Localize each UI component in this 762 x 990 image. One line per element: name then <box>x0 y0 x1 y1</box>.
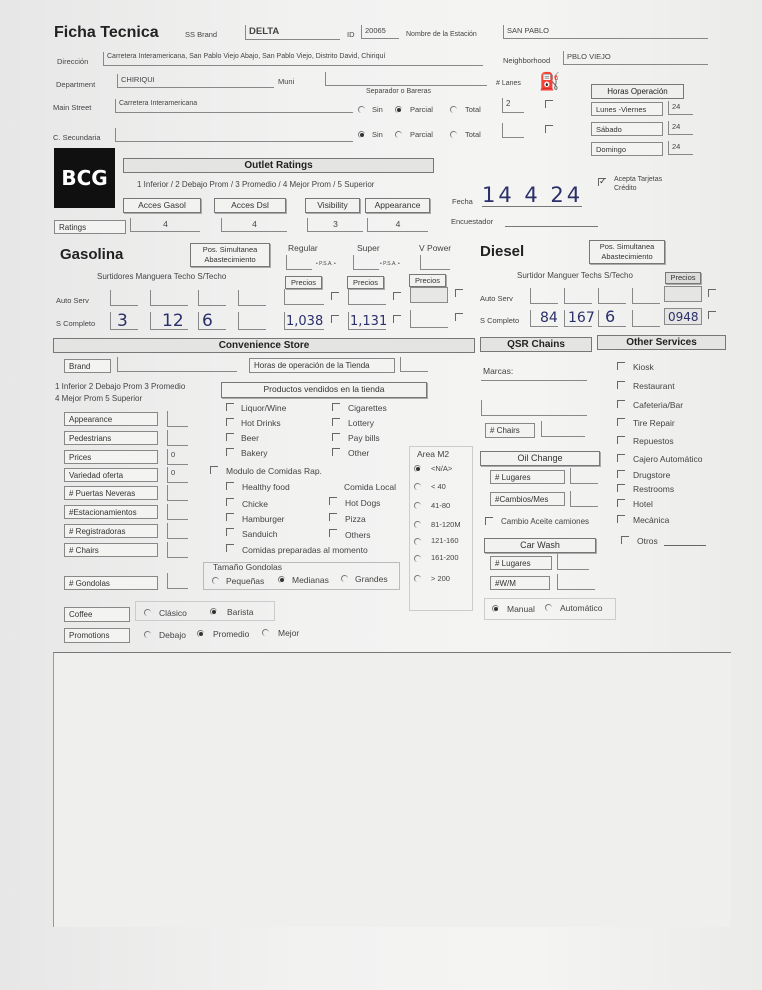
svc-hotel-checkbox[interactable] <box>617 499 625 507</box>
qsr-chairs-field[interactable] <box>541 421 585 437</box>
area-121-160-radio[interactable] <box>414 538 421 545</box>
gas-auto-regular-checkbox[interactable] <box>331 292 339 300</box>
rating-label-4: # Puertas Neveras <box>64 486 158 500</box>
lanes-checkbox-2[interactable] <box>545 125 553 133</box>
fecha-handwritten[interactable]: 14 4 24 <box>482 183 584 207</box>
direccion-label: Dirección <box>57 57 89 66</box>
tarjetas-label: Acepta Tarjetas Crédito <box>614 176 663 192</box>
sep2-total-label: Total <box>465 130 481 139</box>
sep2-total-radio[interactable] <box>450 131 457 138</box>
acces-gasol-value[interactable]: 4 <box>130 218 200 232</box>
comida-local-label: Comida Local <box>344 482 396 492</box>
fecha-label: Fecha <box>452 197 473 206</box>
visibility-value[interactable]: 3 <box>307 218 363 232</box>
diesel-pos-simultanea-button[interactable]: Pos. Simultanea Abastecimiento <box>589 240 665 264</box>
diesel-auto-price[interactable] <box>664 286 702 302</box>
diesel-auto-surtidor[interactable] <box>530 288 558 304</box>
food-chicke-checkbox[interactable] <box>226 498 234 506</box>
regular-precios-button[interactable]: Precios <box>285 276 322 289</box>
ratings-label: Ratings <box>54 220 126 234</box>
product-pay-bills-label: Pay bills <box>348 433 380 443</box>
outlet-rating-scale: 1 Inferior / 2 Debajo Prom / 3 Promedio / 4 Mejor Prom / 5 Superior <box>137 180 375 189</box>
muni-label: Muni <box>278 77 295 86</box>
tamano-medianas-radio[interactable] <box>278 576 285 583</box>
gondolas-field[interactable] <box>167 573 188 589</box>
tamano-grandes-radio[interactable] <box>341 575 348 582</box>
area-gt200-label: > 200 <box>431 574 450 583</box>
qsr-chains-title: QSR Chains <box>480 337 592 352</box>
svc-kiosk-checkbox[interactable] <box>617 362 625 370</box>
rating-value-2[interactable]: 0 <box>167 449 188 465</box>
coffee-barista-radio[interactable] <box>210 608 217 615</box>
svc-mecanica-label: Mecánica <box>633 515 670 525</box>
vpower-pos-field[interactable] <box>420 255 450 270</box>
diesel-auto-stecho[interactable] <box>632 288 660 304</box>
sunday-label: Domingo <box>591 142 663 156</box>
area-lt40-radio[interactable] <box>414 483 421 490</box>
svc-tire-repair-checkbox[interactable] <box>617 418 625 426</box>
appearance-value[interactable]: 4 <box>367 218 428 232</box>
svc-restrooms-label: Restrooms <box>633 484 675 494</box>
weekdays-field[interactable]: 24 <box>668 101 693 115</box>
area-na-radio[interactable] <box>414 465 421 472</box>
svc-tire-repair-label: Tire Repair <box>633 418 675 428</box>
secundaria-field[interactable] <box>115 128 353 142</box>
diesel-auto-checkbox[interactable] <box>708 289 716 297</box>
product-cigarettes-checkbox[interactable] <box>332 403 340 411</box>
food-chicke-label: Chicke <box>242 499 268 509</box>
product-bakery-label: Bakery <box>241 448 268 458</box>
gas-surtidores-header: Surtidores Manguera Techo S/Techo <box>97 272 227 281</box>
vpower-label: V Power <box>419 243 452 253</box>
tamano-medianas-label: Medianas <box>292 575 329 585</box>
coffee-clasico-radio[interactable] <box>144 609 151 616</box>
promotions-label: Promotions <box>64 628 130 643</box>
store-scale-line1: 1 Inferior 2 Debajo Prom 3 Promedio <box>55 382 186 391</box>
store-brand-label: Brand <box>64 359 111 373</box>
food-others-label: Others <box>345 530 371 540</box>
svc-restaurant-label: Restaurant <box>633 381 675 391</box>
food-pizza-label: Pizza <box>345 514 366 524</box>
sep1-total-radio[interactable] <box>450 106 457 113</box>
department-label: Department <box>56 80 96 89</box>
wash-automatico-radio[interactable] <box>545 604 552 611</box>
coffee-barista-label: Barista <box>227 607 254 617</box>
rating-value-5[interactable] <box>167 504 188 520</box>
food-sanduich-checkbox[interactable] <box>226 528 234 536</box>
gasolina-title: Gasolina <box>60 246 124 263</box>
sep2-parcial-label: Parcial <box>410 130 433 139</box>
super-precios-button[interactable]: Precios <box>347 276 384 289</box>
product-beer-checkbox[interactable] <box>226 433 234 441</box>
gas-auto-vpower-price[interactable] <box>410 287 448 303</box>
rating-value-0[interactable] <box>167 411 188 427</box>
oil-change-button[interactable]: Oil Change <box>480 451 600 466</box>
store-hours-field[interactable] <box>400 357 428 372</box>
super-label: Super <box>357 243 380 253</box>
rating-value-7[interactable] <box>167 542 188 558</box>
svc-cafeteria-label: Cafeteria/Bar <box>633 400 684 410</box>
comidas-preparadas-checkbox[interactable] <box>226 544 234 552</box>
notes-area[interactable] <box>53 652 731 927</box>
fuel-pump-icon: ⛽ <box>539 72 561 91</box>
gas-auto-super-checkbox[interactable] <box>393 292 401 300</box>
regular-label: Regular <box>288 243 318 253</box>
product-hot-drinks-label: Hot Drinks <box>241 418 281 428</box>
id-field[interactable]: 20065 <box>361 25 399 39</box>
direccion-field[interactable]: Carretera Interamericana, San Pablo Viejo Abajo, San Pablo Viejo, Distrito David, Chiriquí <box>103 52 483 66</box>
rating-label-6: # Registradoras <box>64 524 158 538</box>
comidas-preparadas-label: Comidas preparadas al momento <box>242 545 368 555</box>
secundaria-label: C. Secundaria <box>53 133 101 142</box>
tamano-grandes-label: Grandes <box>355 574 388 584</box>
comidas-rap-checkbox[interactable] <box>210 466 218 474</box>
diesel-sc-techs-value: 6 <box>605 307 616 326</box>
food-others-checkbox[interactable] <box>329 529 337 537</box>
brand-field[interactable]: DELTA <box>245 25 340 40</box>
svc-kiosk-label: Kiosk <box>633 362 654 372</box>
encuestador-field[interactable] <box>505 226 598 227</box>
wm-label: #W/M <box>490 576 550 590</box>
food-healthy-checkbox[interactable] <box>226 482 234 490</box>
product-hot-drinks-checkbox[interactable] <box>226 418 234 426</box>
product-other-label: Other <box>348 448 370 458</box>
gas-sc-regular-price-value: 1,038 <box>286 314 324 329</box>
wm-field[interactable] <box>557 574 595 590</box>
car-wash-button[interactable]: Car Wash <box>484 538 596 553</box>
store-hours-label: Horas de operación de la Tienda <box>249 358 395 373</box>
food-healthy-label: Healthy food <box>242 482 290 492</box>
convenience-store-title: Convenience Store <box>53 338 475 353</box>
diesel-s-completo-label: S Completo <box>480 316 520 325</box>
svc-otros-field[interactable] <box>664 545 706 546</box>
svc-drugstore-label: Drugstore <box>633 470 671 480</box>
saturday-field[interactable]: 24 <box>668 121 693 135</box>
food-sanduich-label: Sanduich <box>242 529 278 539</box>
diesel-auto-serv-label: Auto Serv <box>480 294 513 303</box>
rating-label-3: Variedad oferta <box>64 468 158 482</box>
promo-promedio-radio[interactable] <box>197 630 204 637</box>
vpower-precios-button[interactable]: Precios <box>409 274 446 287</box>
gas-sc-regular-checkbox[interactable] <box>331 315 339 323</box>
rating-value-4[interactable] <box>167 485 188 501</box>
gas-sc-super-checkbox[interactable] <box>393 315 401 323</box>
outlet-ratings-title: Outlet Ratings <box>123 158 434 173</box>
gas-auto-stecho[interactable] <box>238 290 266 306</box>
gas-auto-manguera[interactable] <box>150 290 188 306</box>
svc-mecanica-checkbox[interactable] <box>617 515 625 523</box>
lanes-field-1[interactable]: 2 <box>502 98 524 113</box>
gas-sc-vpower-price[interactable] <box>410 310 448 328</box>
car-wash-lugares-label: # Lugares <box>490 556 552 570</box>
area-121-160-label: 121-160 <box>431 536 459 545</box>
acces-gasol-button[interactable]: Acces Gasol <box>123 198 201 213</box>
tamano-pequenas-label: Pequeñas <box>226 576 265 586</box>
id-label: ID <box>347 30 355 39</box>
neighborhood-label: Neighborhood <box>503 56 551 65</box>
rating-label-5: #Estacionamientos <box>64 505 158 519</box>
rating-label-7: # Chairs <box>64 543 158 557</box>
cambios-mes-label: #Cambios/Mes <box>490 492 565 506</box>
tamano-label: Tamaño Gondolas <box>213 562 282 572</box>
food-hot-dogs-checkbox[interactable] <box>329 497 337 505</box>
area-lt40-label: < 40 <box>431 482 446 491</box>
tarjetas-checkbox[interactable] <box>598 178 606 186</box>
area-81-120-radio[interactable] <box>414 521 421 528</box>
cambio-aceite-label: Cambio Aceite camiones <box>501 517 590 526</box>
product-lottery-label: Lottery <box>348 418 374 428</box>
rating-label-1: Pedestrians <box>64 431 158 445</box>
qsr-chairs-label: # Chairs <box>485 423 535 438</box>
area-label: Area M2 <box>417 449 450 459</box>
department-field[interactable]: CHIRIQUI <box>117 74 274 88</box>
area-41-80-radio[interactable] <box>414 502 421 509</box>
diesel-surtidores-header: Surtidor Manguer Techs S/Techo <box>517 271 633 280</box>
diesel-auto-techs[interactable] <box>598 288 626 304</box>
gas-sc-surtidores-value: 3 <box>117 311 128 331</box>
sep2-parcial-radio[interactable] <box>395 131 402 138</box>
area-161-200-radio[interactable] <box>414 555 421 562</box>
diesel-sc-surtidor-value: 84 <box>540 310 558 326</box>
product-other-checkbox[interactable] <box>332 448 340 456</box>
food-hamburger-checkbox[interactable] <box>226 513 234 521</box>
car-wash-lugares-field[interactable] <box>557 554 589 570</box>
sep2-sin-label: Sin <box>372 130 383 139</box>
appearance-button[interactable]: Appearance <box>365 198 430 213</box>
sep1-sin-label: Sin <box>372 105 383 114</box>
diesel-sc-manguer-value: 167 <box>568 310 595 326</box>
gas-pos-simultanea-button[interactable]: Pos. Simultanea Abastecimiento <box>190 243 270 267</box>
hours-title: Horas Operación <box>591 84 684 99</box>
page-title: Ficha Tecnica <box>54 24 159 41</box>
area-161-200-label: 161-200 <box>431 553 459 562</box>
encuestador-label: Encuestador <box>451 217 494 226</box>
acces-dsl-button[interactable]: Acces Dsl <box>214 198 286 213</box>
svc-cajero-checkbox[interactable] <box>617 454 625 462</box>
sep1-sin-radio[interactable] <box>358 106 365 113</box>
gas-sc-vpower-checkbox[interactable] <box>455 313 463 321</box>
gas-auto-surtidores[interactable] <box>110 290 138 306</box>
promo-promedio-label: Promedio <box>213 629 250 639</box>
saturday-label: Sábado <box>591 122 663 136</box>
gas-auto-vpower-checkbox[interactable] <box>455 289 463 297</box>
svc-drugstore-checkbox[interactable] <box>617 470 625 478</box>
other-services-title: Other Services <box>597 335 726 350</box>
diesel-title: Diesel <box>480 243 525 260</box>
bcg-logo: BCG <box>54 148 115 208</box>
diesel-auto-manguer[interactable] <box>564 288 592 304</box>
gas-sc-techo-value: 6 <box>202 311 213 331</box>
sep1-parcial-label: Parcial <box>410 105 433 114</box>
product-cigarettes-label: Cigarettes <box>348 403 387 413</box>
product-liquor-checkbox[interactable] <box>226 403 234 411</box>
sep1-total-label: Total <box>465 105 481 114</box>
comidas-rap-label: Modulo de Comidas Rap. <box>226 466 322 476</box>
lanes-checkbox-1[interactable] <box>545 100 553 108</box>
area-na-label: <N/A> <box>431 464 453 473</box>
sunday-field[interactable]: 24 <box>668 141 693 155</box>
super-pos-field[interactable] <box>353 255 379 270</box>
gas-sc-super-price-value: 1,131 <box>350 314 388 329</box>
fecha-underline <box>482 206 582 207</box>
coffee-label: Coffee <box>64 607 130 622</box>
marcas-label: Marcas: <box>483 366 514 376</box>
acces-dsl-value[interactable]: 4 <box>221 218 287 232</box>
product-pay-bills-checkbox[interactable] <box>332 433 340 441</box>
separator-label: Separador o Bareras <box>366 88 431 95</box>
cambio-aceite-checkbox[interactable] <box>485 517 493 525</box>
rating-label-2: Prices <box>64 450 158 464</box>
food-hamburger-label: Hamburger <box>242 514 285 524</box>
food-pizza-checkbox[interactable] <box>329 513 337 521</box>
coffee-clasico-label: Clásico <box>159 608 187 618</box>
svc-repuestos-label: Repuestos <box>633 436 674 446</box>
gondolas-label: # Gondolas <box>64 576 158 590</box>
gas-auto-super-price[interactable] <box>348 289 386 305</box>
cambios-mes-field[interactable] <box>570 491 598 507</box>
diesel-precios-button[interactable]: Precios <box>665 272 701 284</box>
promo-debajo-radio[interactable] <box>144 631 151 638</box>
product-bakery-checkbox[interactable] <box>226 448 234 456</box>
store-brand-field[interactable] <box>117 357 237 372</box>
weekdays-label: Lunes -Viernes <box>591 102 663 116</box>
product-liquor-label: Liquor/Wine <box>241 403 287 413</box>
main-street-field[interactable]: Carretera Interamericana <box>115 99 353 113</box>
gas-auto-serv-label: Auto Serv <box>56 296 89 305</box>
store-scale-line2: 4 Mejor Prom 5 Superior <box>55 394 143 403</box>
psa-mark-1: • P.S.A. • <box>316 261 336 267</box>
svc-repuestos-checkbox[interactable] <box>617 436 625 444</box>
promo-mejor-radio[interactable] <box>262 629 269 636</box>
lanes-label: # Lanes <box>496 80 521 87</box>
visibility-button[interactable]: Visibility <box>305 198 360 213</box>
gas-sc-stecho[interactable] <box>238 312 266 330</box>
sep2-sin-radio[interactable] <box>358 131 365 138</box>
promo-debajo-label: Debajo <box>159 630 186 640</box>
sep1-parcial-radio[interactable] <box>395 106 402 113</box>
svc-cafeteria-checkbox[interactable] <box>617 400 625 408</box>
muni-field[interactable] <box>325 72 487 86</box>
svc-cajero-label: Cajero Automático <box>633 454 703 464</box>
product-lottery-checkbox[interactable] <box>332 418 340 426</box>
oil-lugares-label: # Lugares <box>490 470 565 484</box>
area-81-120-label: 81-120M <box>431 520 461 529</box>
diesel-sc-stecho[interactable] <box>632 310 660 327</box>
gas-auto-techo[interactable] <box>198 290 226 306</box>
promo-mejor-label: Mejor <box>278 628 300 638</box>
marcas-field-1[interactable] <box>481 380 587 381</box>
area-41-80-label: 41-80 <box>431 501 451 510</box>
station-name-label: Nombre de la Estación <box>406 31 477 38</box>
rating-label-0: Appearance <box>64 412 158 426</box>
psa-mark-2: • P.S.A. • <box>380 261 400 267</box>
svc-restrooms-checkbox[interactable] <box>617 484 625 492</box>
rating-value-3[interactable]: 0 <box>167 467 188 483</box>
rating-value-6[interactable] <box>167 523 188 539</box>
svc-otros-checkbox[interactable] <box>621 536 629 544</box>
gas-auto-regular-price[interactable] <box>284 289 324 305</box>
oil-lugares-field[interactable] <box>570 468 598 484</box>
diesel-sc-price-value: 0948 <box>668 310 699 324</box>
wash-manual-label: Manual <box>507 604 535 614</box>
area-gt200-radio[interactable] <box>414 575 421 582</box>
diesel-sc-checkbox[interactable] <box>708 311 716 319</box>
gas-s-completo-label: S Completo <box>56 319 96 328</box>
food-hot-dogs-label: Hot Dogs <box>345 498 381 508</box>
svc-otros-label: Otros <box>637 536 658 546</box>
product-beer-label: Beer <box>241 433 259 443</box>
main-street-label: Main Street <box>53 103 92 112</box>
lanes-field-2[interactable] <box>502 123 524 138</box>
gas-sc-manguera-value: 12 <box>162 311 184 331</box>
neighborhood-field[interactable]: PBLO VIEJO <box>563 51 708 65</box>
regular-pos-field[interactable] <box>286 255 312 270</box>
wash-automatico-label: Automático <box>560 603 603 613</box>
coffee-group <box>135 601 275 621</box>
wash-manual-radio[interactable] <box>492 605 499 612</box>
station-name-field[interactable]: SAN PABLO <box>503 25 708 39</box>
svc-restaurant-checkbox[interactable] <box>617 381 625 389</box>
products-sold-button[interactable]: Productos vendidos en la tienda <box>221 382 427 398</box>
svc-hotel-label: Hotel <box>633 499 653 509</box>
tamano-pequenas-radio[interactable] <box>212 577 219 584</box>
ss-brand-label: SS Brand <box>185 30 218 39</box>
rating-value-1[interactable] <box>167 430 188 446</box>
marcas-field-2[interactable] <box>481 400 587 416</box>
